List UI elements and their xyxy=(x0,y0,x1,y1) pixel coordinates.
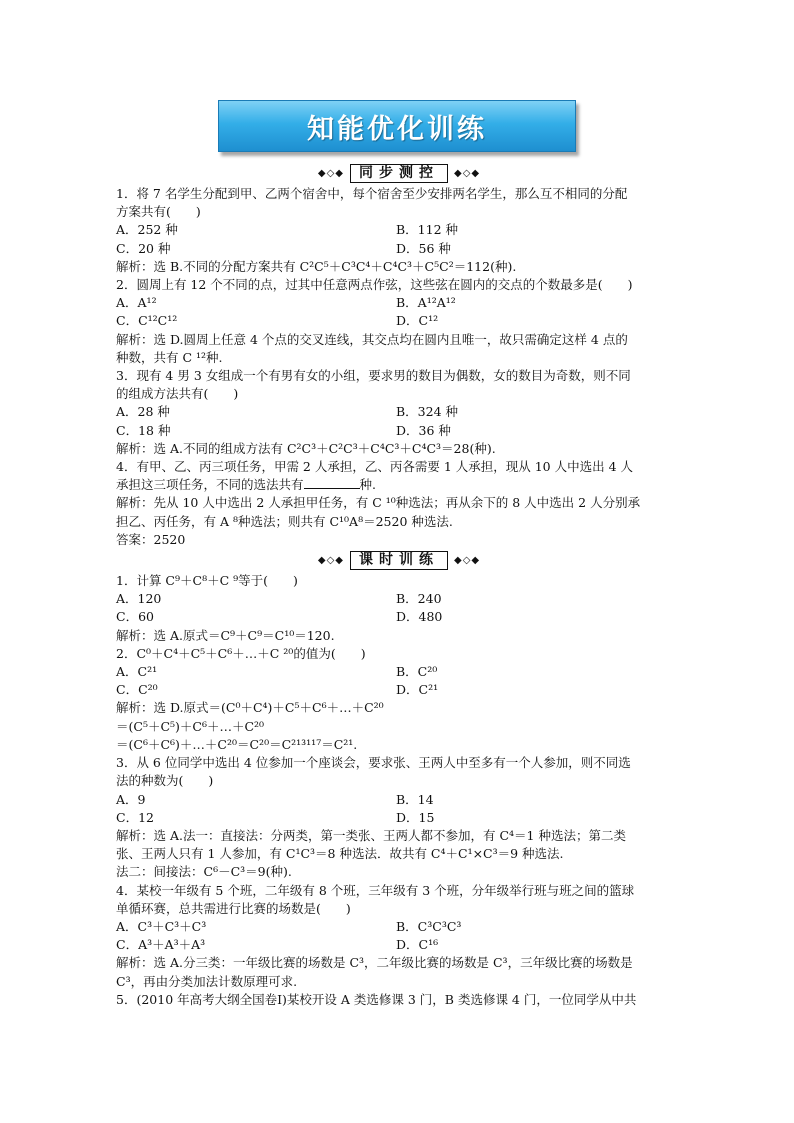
option: B．324 种 xyxy=(396,404,459,420)
option-row xyxy=(116,294,682,312)
option: A．28 种 xyxy=(116,404,170,420)
ornament-left: ◆◇◆ xyxy=(317,167,344,179)
question-4 xyxy=(116,882,682,991)
ornament-right: ◆◇◆ xyxy=(454,167,481,179)
option-row xyxy=(116,936,682,954)
option: C．12 xyxy=(116,809,154,825)
question-5 xyxy=(116,991,682,1009)
solution-text: 解析：选 B.不同的分配方案共有 C²C⁵＋C³C⁴＋C⁴C³＋C⁵C²＝112(种). xyxy=(116,258,517,274)
question-3 xyxy=(116,367,682,458)
question-4 xyxy=(116,458,682,549)
question-text: 方案共有( ) xyxy=(116,204,201,220)
question-text: 2．C⁰＋C⁴＋C⁵＋C⁶＋…＋C ²⁰的值为( ) xyxy=(116,645,366,661)
option: D．36 种 xyxy=(396,422,451,438)
option-row xyxy=(116,240,682,258)
question-text: 2．圆周上有 12 个不同的点，过其中任意两点作弦，这些弦在圆内的交点的个数最多是( ) xyxy=(116,277,633,293)
section-title: 课时训练 xyxy=(350,551,448,570)
option: D．C¹⁶ xyxy=(396,937,439,953)
option: C．C²⁰ xyxy=(116,682,158,698)
question-text: 的组成方法共有( ) xyxy=(116,386,239,402)
question-text: 承担这三项任务，不同的选法共有 种. xyxy=(116,477,376,493)
question-text: 3．现有 4 男 3 女组成一个有男有女的小组，要求男的数目为偶数，女的数目为奇数，则不同 xyxy=(116,368,631,384)
option: A．C²¹ xyxy=(116,664,158,680)
solution-text: 解析：先从 10 人中选出 2 人承担甲任务，有 C ¹⁰种选法；再从余下的 8 人中选出 2 人分别承 xyxy=(116,495,641,511)
solution-text: 担乙、丙任务，有 A ⁸种选法；则共有 C¹⁰A⁸＝2520 种选法. xyxy=(116,513,453,529)
question-text: 法的种数为( ) xyxy=(116,773,214,789)
option-row xyxy=(116,791,682,809)
solution-text: ＝(C⁵＋C⁵)＋C⁶＋…＋C²⁰ xyxy=(116,718,265,734)
ornament-left: ◆◇◆ xyxy=(317,554,344,566)
option: A．C³＋C³＋C³ xyxy=(116,918,207,934)
solution-text: ＝(C⁶＋C⁶)＋…＋C²⁰＝C²⁰＝C²¹³¹¹⁷＝C²¹. xyxy=(116,736,358,752)
question-text: 单循环赛，总共需进行比赛的场数是( ) xyxy=(116,900,351,916)
solution-text: 解析：选 A.法一：直接法：分两类，第一类张、王两人都不参加，有 C⁴＝1 种选法；第二类 xyxy=(116,827,626,843)
section-title: 同步测控 xyxy=(350,164,448,183)
option: D．15 xyxy=(396,809,435,825)
option: A．9 xyxy=(116,791,146,807)
option-row xyxy=(116,403,682,421)
option-row xyxy=(116,312,682,330)
option: C．18 种 xyxy=(116,422,171,438)
question-text: 1．将 7 名学生分配到甲、乙两个宿舍中，每个宿舍至少安排两名学生，那么互不相同的分配 xyxy=(116,186,628,201)
option-row xyxy=(116,918,682,936)
title-banner xyxy=(218,100,576,152)
blank-suffix: 种. xyxy=(359,477,376,493)
question-1 xyxy=(116,572,682,645)
option: B．A¹²A¹² xyxy=(396,295,456,311)
option: C．A³＋A³＋A³ xyxy=(116,937,206,953)
section-header xyxy=(116,550,682,570)
option: D．C²¹ xyxy=(396,682,439,698)
option: C．C¹²C¹² xyxy=(116,313,178,329)
banner-title: 知能优化训练 xyxy=(307,113,487,145)
option-row xyxy=(116,422,682,440)
option: B．C²⁰ xyxy=(396,664,438,680)
option: B．112 种 xyxy=(396,222,459,238)
answer-blank xyxy=(304,476,360,489)
option: C．60 xyxy=(116,609,154,625)
option-row xyxy=(116,809,682,827)
question-2 xyxy=(116,276,682,367)
solution-text: 答案：2520 xyxy=(116,531,186,547)
question-2 xyxy=(116,645,682,754)
question-1 xyxy=(116,185,682,276)
option-row xyxy=(116,681,682,699)
question-text: 3．从 6 位同学中选出 4 位参加一个座谈会，要求张、王两人中至多有一个人参加，则不同选 xyxy=(116,755,631,771)
option: A．A¹² xyxy=(116,295,157,311)
option: A．252 种 xyxy=(116,222,178,238)
question-3 xyxy=(116,754,682,881)
section-header xyxy=(116,163,682,183)
option: D．C¹² xyxy=(396,313,439,329)
option: A．120 xyxy=(116,591,162,607)
option: D．56 种 xyxy=(396,240,451,256)
question-text: 1．计算 C⁹＋C⁸＋C ⁹等于( ) xyxy=(116,573,298,589)
solution-text: 解析：选 D.圆周上任意 4 个点的交叉连线，其交点均在圆内且唯一，故只需确定这样 4 点的 xyxy=(116,331,628,347)
option-row xyxy=(116,663,682,681)
exercise-content xyxy=(116,162,682,1009)
option-row xyxy=(116,590,682,608)
solution-text: 张、王两人只有 1 人参加，有 C¹C³＝8 种选法．故共有 C⁴＋C¹×C³＝9 种选法. xyxy=(116,846,564,862)
question-text: 5．(2010 年高考大纲全国卷Ⅰ)某校开设 A 类选修课 3 门，B 类选修课 4 门，一位同学从中共 xyxy=(116,991,637,1007)
option: C．20 种 xyxy=(116,240,171,256)
ornament-right: ◆◇◆ xyxy=(454,554,481,566)
option: B．14 xyxy=(396,791,434,807)
option: B．C³C³C³ xyxy=(396,918,462,934)
option-row xyxy=(116,608,682,626)
solution-text: 解析：选 A.原式＝C⁹＋C⁹＝C¹⁰＝120. xyxy=(116,627,335,643)
solution-text: 解析：选 A.分三类：一年级比赛的场数是 C³，二年级比赛的场数是 C³，三年级比赛的场数是 xyxy=(116,955,633,971)
option-row xyxy=(116,221,682,239)
question-text: 4．有甲、乙、丙三项任务，甲需 2 人承担，乙、丙各需要 1 人承担，现从 10 人中选出 4 人 xyxy=(116,459,634,475)
option: B．240 xyxy=(396,591,442,607)
solution-text: 种数，共有 C ¹²种. xyxy=(116,349,223,365)
solution-text: 解析：选 D.原式＝(C⁰＋C⁴)＋C⁵＋C⁶＋…＋C²⁰ xyxy=(116,700,384,716)
option: D．480 xyxy=(396,609,443,625)
question-text: 4．某校一年级有 5 个班，二年级有 8 个班，三年级有 3 个班，分年级举行班与班之间的篮球 xyxy=(116,882,635,898)
solution-text: C³，再由分类加法计数原理可求. xyxy=(116,973,298,989)
solution-text: 解析：选 A.不同的组成方法有 C²C³＋C²C³＋C⁴C³＋C⁴C³＝28(种). xyxy=(116,440,496,456)
solution-text: 法二：间接法：C⁶－C³＝9(种). xyxy=(116,864,292,880)
